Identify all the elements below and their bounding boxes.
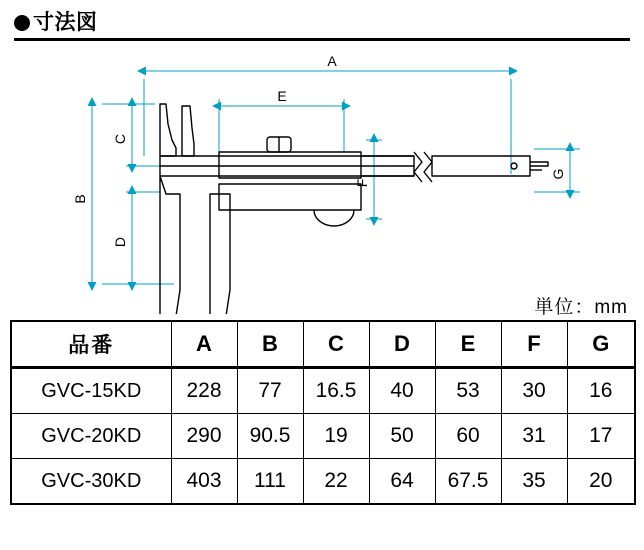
table-cell-value: 50: [369, 414, 435, 459]
dim-label-B: B: [72, 194, 88, 204]
table-cell-value: 17: [567, 414, 635, 459]
table-cell-value: 40: [369, 368, 435, 414]
table-row: [11, 414, 635, 459]
table-cell-value: 16.5: [303, 368, 369, 414]
dim-label-G: G: [550, 168, 566, 180]
table-cell-value: 35: [501, 459, 567, 505]
table-cell-model: GVC-20KD: [11, 414, 171, 459]
filled-circle-icon: [14, 15, 30, 31]
table-row: [11, 368, 635, 414]
unit-note: 単位：mm: [534, 297, 628, 318]
table-header-cell: 品番: [11, 321, 171, 368]
dimension-diagram: [14, 44, 630, 314]
table-cell-value: 290: [171, 414, 237, 459]
dim-label-C: C: [112, 133, 128, 145]
table-cell-value: 60: [435, 414, 501, 459]
table-header-cell: C: [303, 321, 369, 368]
table-cell-value: 20: [567, 459, 635, 505]
table-cell-value: 90.5: [237, 414, 303, 459]
table-header-cell: D: [369, 321, 435, 368]
table-cell-value: 64: [369, 459, 435, 505]
page-title: 寸法図: [33, 10, 98, 34]
table-header-row: [11, 321, 635, 368]
spec-table-wrapper: [10, 320, 634, 505]
table-header-cell: G: [567, 321, 635, 368]
spec-table: [10, 320, 636, 505]
table-cell-model: GVC-15KD: [11, 368, 171, 414]
table-header-cell: E: [435, 321, 501, 368]
header-divider: [14, 38, 630, 41]
table-cell-value: 19: [303, 414, 369, 459]
table-cell-value: 403: [171, 459, 237, 505]
dim-label-E: E: [277, 88, 287, 104]
table-cell-value: 77: [237, 368, 303, 414]
section-header: [14, 8, 630, 38]
dim-label-D: D: [112, 236, 128, 248]
table-cell-value: 22: [303, 459, 369, 505]
table-cell-value: 16: [567, 368, 635, 414]
table-cell-model: GVC-30KD: [11, 459, 171, 505]
dim-label-F: F: [354, 178, 370, 188]
table-cell-value: 67.5: [435, 459, 501, 505]
table-cell-value: 30: [501, 368, 567, 414]
table-header-cell: B: [237, 321, 303, 368]
table-header-cell: A: [171, 321, 237, 368]
table-header-cell: F: [501, 321, 567, 368]
table-cell-value: 31: [501, 414, 567, 459]
table-cell-value: 53: [435, 368, 501, 414]
dim-label-A: A: [327, 53, 337, 69]
table-cell-value: 111: [237, 459, 303, 505]
table-cell-value: 228: [171, 368, 237, 414]
table-row: [11, 459, 635, 505]
